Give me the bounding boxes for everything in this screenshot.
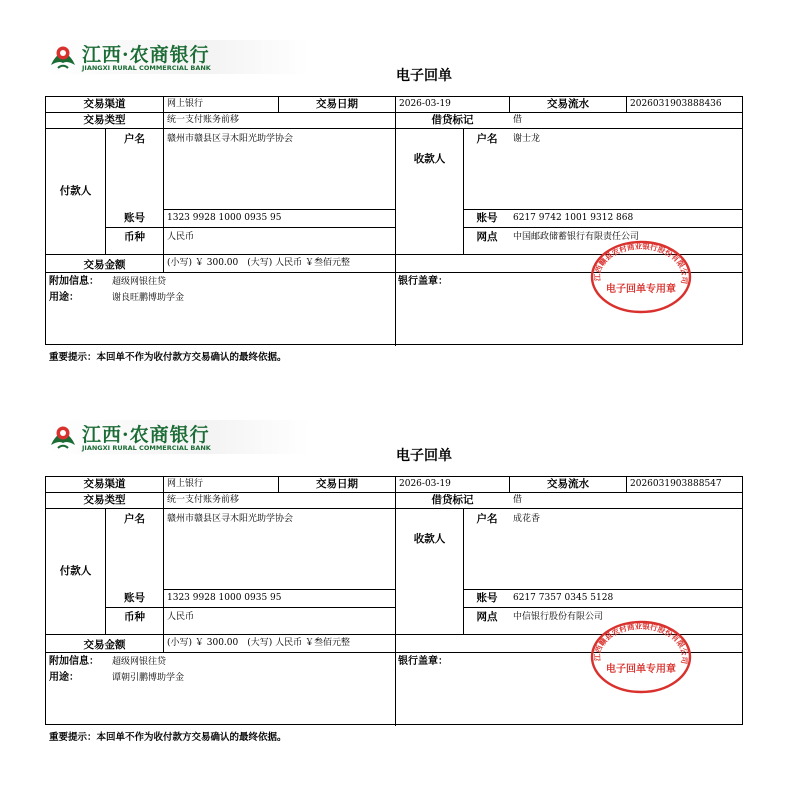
- type-label: 交易类型: [83, 114, 126, 126]
- important-notice: 重要提示：本回单不作为收付款方交易确认的最终依据。: [49, 352, 287, 363]
- date-value: 2026-03-19: [399, 479, 451, 489]
- bank-logo: [48, 420, 310, 454]
- bank-name-english: JIANGXI RURAL COMMERCIAL BANK: [82, 64, 211, 72]
- channel-label: 交易渠道: [83, 98, 126, 110]
- payer-name-label: 户名: [124, 513, 145, 525]
- amount-label: 交易金额: [83, 639, 126, 651]
- amount-label: 交易金额: [83, 259, 126, 271]
- payee-account-value: 6217 9742 1001 9312 868: [513, 213, 634, 223]
- serial-value: 2026031903888547: [630, 479, 722, 489]
- payer-currency-label: 币种: [124, 611, 145, 623]
- bank-logo-icon: [48, 43, 78, 71]
- payer-account-value: 1323 9928 1000 0935 95: [167, 213, 282, 223]
- payee-account-label: 账号: [476, 592, 498, 604]
- payee-branch-label: 网点: [476, 611, 498, 623]
- seal-center-text: 电子回单专用章: [606, 284, 676, 295]
- bank-name: 江西·农商银行: [82, 44, 210, 66]
- bank-seal: [589, 239, 693, 315]
- payee-branch-value: 中信银行股份有限公司: [513, 612, 604, 622]
- payee-account-value: 6217 7357 0345 5128: [513, 593, 614, 603]
- bank-logo: [48, 40, 310, 74]
- bank-logo-icon: [48, 423, 78, 451]
- bank-stamp-label: 银行盖章：: [398, 656, 448, 667]
- payer-name-value: 赣州市赣县区寻木阳光助学协会: [167, 514, 294, 524]
- payee-label: 收款人: [413, 153, 446, 165]
- svg-text:江西赣县农村商业银行股份有限公司: [592, 621, 690, 665]
- amount-value: (小写) ￥ 300.00 (大写) 人民币 ￥叁佰元整: [167, 258, 350, 268]
- serial-label: 交易流水: [547, 478, 589, 490]
- payee-label: 收款人: [413, 533, 446, 545]
- payee-name-value: 成花香: [513, 514, 541, 524]
- payer-account-label: 账号: [124, 592, 145, 604]
- channel-label: 交易渠道: [83, 478, 126, 490]
- payer-currency-value: 人民币: [167, 232, 195, 242]
- dc-flag-value: 借: [513, 115, 523, 125]
- payer-currency-label: 币种: [124, 231, 145, 243]
- seal-center-text: 电子回单专用章: [606, 664, 676, 675]
- document-title: 电子回单: [396, 68, 452, 84]
- extra-info-value: 超级网银往贷: [112, 277, 167, 287]
- date-label: 交易日期: [316, 98, 358, 110]
- channel-value: 网上银行: [167, 479, 204, 489]
- payer-account-label: 账号: [124, 212, 145, 224]
- purpose-label: 用途：: [49, 672, 79, 683]
- payee-name-label: 户名: [476, 513, 498, 525]
- extra-info-value: 超级网银往贷: [112, 657, 167, 667]
- payee-account-label: 账号: [476, 212, 498, 224]
- channel-value: 网上银行: [167, 99, 204, 109]
- payer-name-value: 赣州市赣县区寻木阳光助学协会: [167, 134, 294, 144]
- dc-flag-label: 借贷标记: [431, 114, 474, 126]
- type-value: 统一支付账务前移: [167, 115, 240, 125]
- bank-stamp-label: 银行盖章：: [398, 276, 448, 287]
- date-value: 2026-03-19: [399, 99, 451, 109]
- payer-name-label: 户名: [124, 133, 145, 145]
- seal-ring-text: 江西赣县农村商业银行股份有限公司: [592, 241, 690, 285]
- extra-info-label: 附加信息：: [49, 656, 99, 667]
- type-value: 统一支付账务前移: [167, 495, 240, 505]
- receipt: [0, 40, 787, 420]
- purpose-value: 谭朝引鹏博助学金: [112, 673, 185, 683]
- serial-value: 2026031903888436: [630, 99, 722, 109]
- document-title: 电子回单: [396, 448, 452, 464]
- purpose-label: 用途：: [49, 292, 79, 303]
- receipt: [0, 420, 787, 800]
- date-label: 交易日期: [316, 478, 358, 490]
- bank-name-english: JIANGXI RURAL COMMERCIAL BANK: [82, 444, 211, 452]
- payer-label: 付款人: [59, 565, 92, 577]
- amount-value: (小写) ￥ 300.00 (大写) 人民币 ￥叁佰元整: [167, 638, 350, 648]
- svg-text:江西赣县农村商业银行股份有限公司: [592, 241, 690, 285]
- important-notice: 重要提示：本回单不作为收付款方交易确认的最终依据。: [49, 732, 287, 743]
- payee-name-label: 户名: [476, 133, 498, 145]
- payee-name-value: 谢士龙: [513, 134, 541, 144]
- extra-info-label: 附加信息：: [49, 276, 99, 287]
- type-label: 交易类型: [83, 494, 126, 506]
- bank-seal: [589, 619, 693, 695]
- serial-label: 交易流水: [547, 98, 589, 110]
- dc-flag-label: 借贷标记: [431, 494, 474, 506]
- dc-flag-value: 借: [513, 495, 523, 505]
- seal-ring-text: 江西赣县农村商业银行股份有限公司: [592, 621, 690, 665]
- payer-label: 付款人: [59, 185, 92, 197]
- payee-branch-label: 网点: [476, 231, 498, 243]
- payer-account-value: 1323 9928 1000 0935 95: [167, 593, 282, 603]
- payer-currency-value: 人民币: [167, 612, 195, 622]
- purpose-value: 谢良旺鹏博助学金: [112, 293, 185, 303]
- payee-branch-value: 中国邮政储蓄银行有限责任公司: [513, 232, 640, 242]
- bank-name: 江西·农商银行: [82, 424, 210, 446]
